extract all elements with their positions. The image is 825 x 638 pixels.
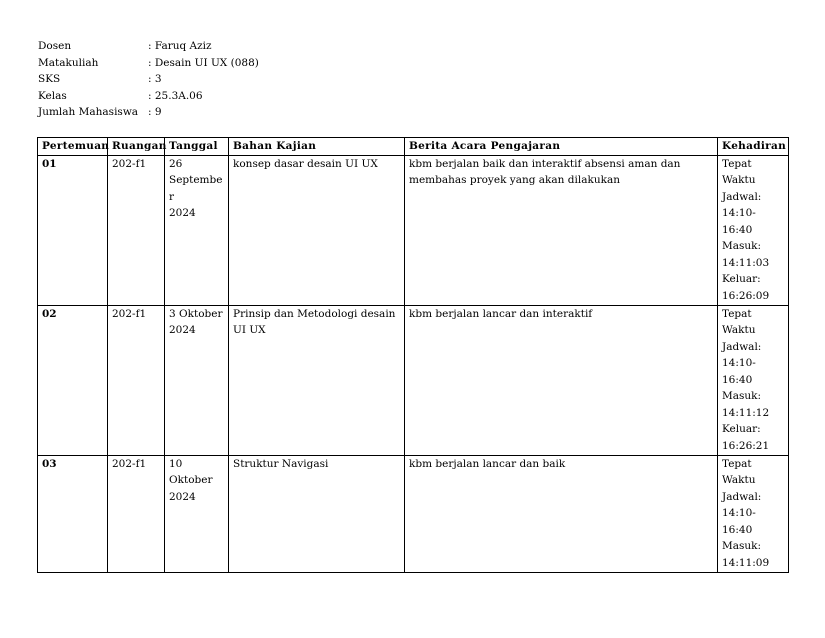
kehadiran-line: 16:26:09 [722,289,770,302]
kehadiran-line: Jadwal: [722,340,762,353]
cell-ruangan: 202-f1 [108,455,165,572]
kehadiran-line: 14:10- [722,507,756,519]
info-label: SKS [38,73,61,85]
kehadiran-line: 14:10- [722,357,756,369]
info-row-jumlah-mahasiswa [38,104,259,121]
cell-berita-acara: kbm berjalan lancar dan baik [405,455,718,572]
kehadiran-line: Masuk: [722,240,762,252]
kehadiran-line: 14:10- [722,207,756,219]
attendance-table [37,137,789,573]
kehadiran-line: Tepat [722,307,752,320]
header-tanggal: Tanggal [165,138,229,156]
cell-ruangan: 202-f1 [108,305,165,455]
info-row-dosen [38,38,259,55]
kehadiran-line: Jadwal: [722,490,762,503]
cell-kehadiran [718,155,789,305]
cell-tanggal [165,455,229,572]
tanggal-line: Oktober [169,474,213,486]
cell-ruangan: 202-f1 [108,155,165,305]
tanggal-line: 26 [169,157,183,170]
table-row [38,305,789,455]
kehadiran-line: Waktu [722,174,756,186]
cell-tanggal [165,155,229,305]
info-row-sks [38,71,259,88]
info-row-kelas [38,88,259,105]
cell-kehadiran [718,305,789,455]
cell-bahan-kajian: Prinsip dan Metodologi desain UI UX [229,305,405,455]
header-ruangan: Ruangan [108,138,165,156]
table-header-row [38,138,789,156]
kehadiran-line: Keluar: [722,273,761,285]
info-value: : 9 [148,106,162,118]
info-row-matakuliah [38,55,259,72]
kehadiran-line: Waktu [722,324,756,336]
info-value: : Desain UI UX (088) [148,56,259,69]
table-row [38,455,789,572]
tanggal-line: 2024 [169,490,196,503]
tanggal-line: 10 [169,457,183,470]
info-value: : 3 [148,73,162,85]
kehadiran-line: 14:11:12 [722,406,770,419]
cell-kehadiran [718,455,789,572]
info-value: : 25.3A.06 [148,89,203,102]
course-info [38,38,259,121]
info-value: : Faruq Aziz [148,40,212,52]
kehadiran-line: Masuk: [722,390,762,402]
kehadiran-line: Keluar: [722,423,761,435]
tanggal-line: 2024 [169,207,196,219]
kehadiran-line: 16:40 [722,373,753,386]
header-berita-acara: Berita Acara Pengajaran [405,138,718,156]
tanggal-line: 2024 [169,324,196,336]
header-bahan-kajian: Bahan Kajian [229,138,405,156]
tanggal-line: September [169,174,223,203]
kehadiran-line: 14:11:03 [722,256,770,269]
kehadiran-line: Jadwal: [722,190,762,203]
kehadiran-line: 16:26:21 [722,439,770,452]
kehadiran-line: 16:40 [722,223,753,236]
cell-berita-acara: kbm berjalan lancar dan interaktif [405,305,718,455]
kehadiran-line: Waktu [722,474,756,486]
header-kehadiran: Kehadiran [718,138,789,156]
table-row [38,155,789,305]
kehadiran-line: Tepat [722,157,752,170]
kehadiran-line: 16:40 [722,523,753,536]
info-label: Matakuliah [38,56,99,69]
info-label: Jumlah Mahasiswa [38,106,139,118]
cell-pertemuan: 01 [38,155,108,305]
kehadiran-line: Tepat [722,457,752,470]
kehadiran-line: Masuk: [722,540,762,552]
cell-pertemuan: 03 [38,455,108,572]
cell-berita-acara: kbm berjalan baik dan interaktif absensi aman dan membahas proyek yang akan dilakukan [405,155,718,305]
cell-tanggal [165,305,229,455]
cell-pertemuan: 02 [38,305,108,455]
kehadiran-line: 14:11:09 [722,556,770,569]
cell-bahan-kajian: Struktur Navigasi [229,455,405,572]
info-label: Dosen [38,40,72,52]
cell-bahan-kajian: konsep dasar desain UI UX [229,155,405,305]
info-label: Kelas [38,89,67,102]
tanggal-line: 3 Oktober [169,307,223,320]
header-pertemuan: Pertemuan [38,138,108,156]
